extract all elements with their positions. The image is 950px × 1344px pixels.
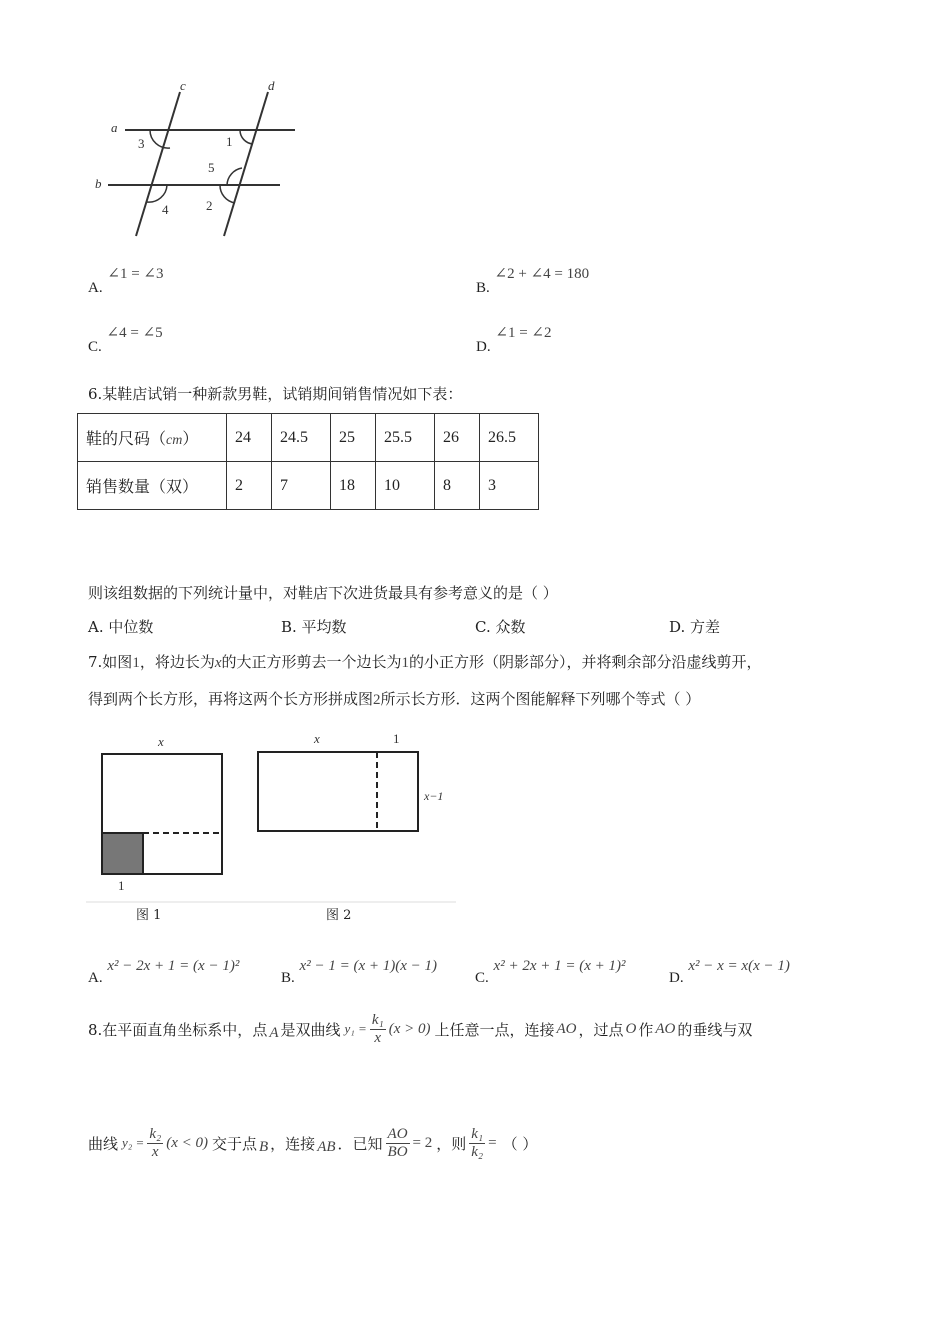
table-cell: 3 [480,462,539,510]
table-cell: 10 [376,462,435,510]
fig1-bottom-label: 1 [118,878,125,893]
label-1: 1 [226,134,233,149]
label-a: a [111,120,118,135]
q8-stem-line1: 8.在平面直角坐标系中，点 A 是双曲线 y₁ = $\frac{\text{k₁}}{x}$ (x > 0) 上任意一点，连接 AO ，过点 O 作 AO 的垂线与双 [88,1012,753,1046]
label-5: 5 [208,160,215,175]
label-4: 4 [162,202,169,217]
fraction-k2-over-x: $\frac{\text{k₂}}{x}$ [149,1126,162,1160]
label-2: 2 [206,198,213,213]
q5-option-a[interactable] [88,264,164,296]
table-row [78,414,539,462]
fig2-side-label: x−1 [424,789,444,803]
shoe-size-table [77,413,539,510]
option-expr: ∠2 + ∠4 = 180 [494,266,590,282]
table-row [78,462,539,510]
label-d: d [268,78,275,93]
square-figures [86,728,466,928]
table-cell: 2 [227,462,272,510]
option-letter: A. [88,280,103,296]
q5-option-d[interactable] [476,323,552,355]
label-c: c [180,78,186,93]
fig1-caption: 图 1 [136,908,162,923]
label-b: b [95,176,102,191]
table-cell: 18 [331,462,376,510]
parallel-lines-figure [90,78,310,243]
q5-option-c[interactable] [88,323,163,355]
long-rectangle [258,752,418,831]
fraction-ao-over-bo: $\frac{AO}{BO}$ [387,1126,408,1160]
option-letter: D. [476,339,491,355]
q6-stem: 6.某鞋店试销一种新款男鞋，试销期间销售情况如下表： [88,385,463,403]
row-header: 销售数量（双） [78,462,227,510]
table-cell: 24 [227,414,272,462]
row-header: 鞋的尺码（cm） [78,414,227,462]
option-letter: B. [476,280,490,296]
angle-1-arc [240,130,253,144]
option-expr: ∠1 = ∠2 [495,325,552,341]
q7-option-b[interactable]: B. x² − 1 = (x + 1)(x − 1) [281,958,437,986]
label-3: 3 [138,136,145,151]
option-expr: ∠4 = ∠5 [106,325,163,341]
q7-option-a[interactable]: A. x² − 2x + 1 = (x − 1)² [88,958,240,986]
q6-option-d[interactable]: D. 方差 [669,618,721,636]
fig2-top-1-label: 1 [393,731,400,746]
fraction-k1-over-k2: $\frac{\text{k₁}}{\text{k₂}}$ [471,1126,484,1160]
fig1-top-label: x [158,734,164,749]
q7-stem-line2: 得到两个长方形，再将这两个长方形拼成图2所示长方形．这两个图能解释下列哪个等式（ ） [88,690,701,708]
q6-option-c[interactable]: C. 众数 [475,618,526,636]
table-cell: 26 [435,414,480,462]
table-cell: 7 [272,462,331,510]
fig2-caption: 图 2 [326,908,352,923]
q5-option-b[interactable] [476,264,590,296]
q7-stem-line1: 7.如图1，将边长为x的大正方形剪去一个边长为1的小正方形（阴影部分），并将剩余部分沿虚线剪开， [88,653,762,671]
q7-option-d[interactable]: D. x² − x = x(x − 1) [669,958,790,986]
small-square-shaded [102,833,143,874]
option-expr: ∠1 = ∠3 [107,266,164,282]
table-cell: 26.5 [480,414,539,462]
q6-option-b[interactable]: B. 平均数 [281,618,347,636]
table-cell: 25.5 [376,414,435,462]
table-cell: 25 [331,414,376,462]
fig2-top-x-label: x [314,731,320,746]
q7-option-c[interactable]: C. x² + 2x + 1 = (x + 1)² [475,958,626,986]
option-letter: C. [88,339,102,355]
fraction-k1-over-x: $\frac{\text{k₁}}{x}$ [371,1012,384,1046]
table-cell: 8 [435,462,480,510]
line-d [224,92,268,236]
table-cell: 24.5 [272,414,331,462]
angle-2-arc [220,185,235,203]
line-c [136,92,180,236]
q8-stem-line2: 曲线 y₂ = $\frac{\text{k₂}}{x}$ (x < 0) 交于点 B ，连接 AB ．已知 $\frac{AO}{BO}$ = 2 ，则 $\frac{\text{k₁}}{\text{k₂}}$ = （ ） [88,1126,538,1160]
q6-question: 则该组数据的下列统计量中，对鞋店下次进货最具有参考意义的是（ ） [88,584,558,602]
q6-option-a[interactable]: A. 中位数 [88,618,154,636]
